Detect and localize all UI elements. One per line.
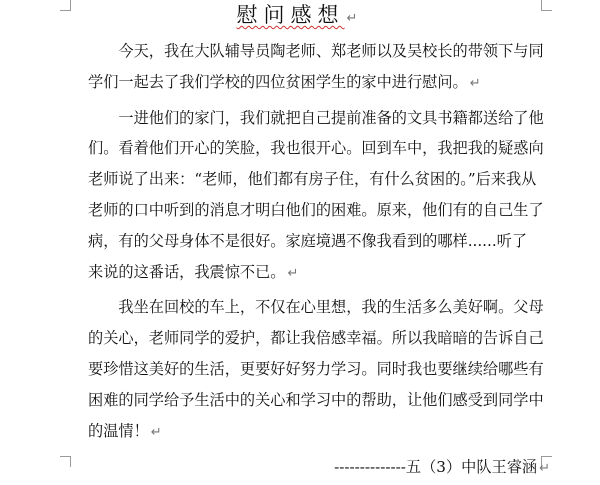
text-line: 的温情！ ↵: [88, 421, 162, 440]
text-line: 来说的这番话，我震惊不已。 ↵: [88, 262, 299, 281]
text-line: 今天，我在大队辅导员陶老师、郑老师以及吴校长的带领下与同: [88, 42, 544, 60]
text-line: 学们一起去了我们学校的四位贫困学生的家中进行慰问。 ↵: [88, 72, 481, 91]
paragraph-mark-icon: ↵: [287, 265, 299, 281]
document-body[interactable]: [88, 36, 558, 483]
text-line: 我坐在回校的车上，不仅在心里想，我的生活多么美好啊。父母: [88, 298, 544, 317]
text-line: 老师的口中听到的消息才明白他们的困难。原来，他们有的自己生了: [88, 200, 544, 219]
text-line: 们。看着他们开心的笑脸，我也很开心。回到车中，我把我的疑惑向: [88, 139, 544, 158]
paragraph-mark-icon: ↵: [539, 461, 550, 477]
text-line: 一进他们的家门，我们就把自己提前准备的文具书籍都送给了他: [88, 108, 544, 127]
paragraph-mark-icon: ↵: [469, 75, 481, 91]
page-corner-mark: [60, 456, 71, 467]
signature-line[interactable]: [88, 452, 558, 483]
paragraph-mark-icon: ↵: [150, 424, 162, 440]
paragraph-mark-icon: ↵: [346, 11, 364, 26]
text-line: 老师说了出来：“老师，他们都有房子住，有什么贫困的。”后来我从: [88, 170, 537, 189]
text-line: 病，有的父母身体不是很好。家庭境遇不像我看到的哪样......听了: [88, 231, 528, 250]
paragraph-1[interactable]: [88, 36, 558, 98]
document-title[interactable]: [0, 2, 600, 32]
text-line: 要珍惜这美好的生活，更要好好努力学习。同时我也要继续给哪些有: [88, 359, 544, 378]
title-text: 慰问感想: [236, 3, 345, 27]
paragraph-2[interactable]: [88, 103, 558, 288]
text-line: 困难的同学给予生活中的关心和学习中的帮助，让他们感受到同学中: [88, 390, 544, 409]
signature-text: --------------五（3）中队王睿涵: [334, 458, 538, 477]
text-line: 的关心，老师同学的爱护，都让我倍感幸福。所以我暗暗的告诉自己: [88, 329, 544, 348]
paragraph-3[interactable]: [88, 292, 558, 446]
